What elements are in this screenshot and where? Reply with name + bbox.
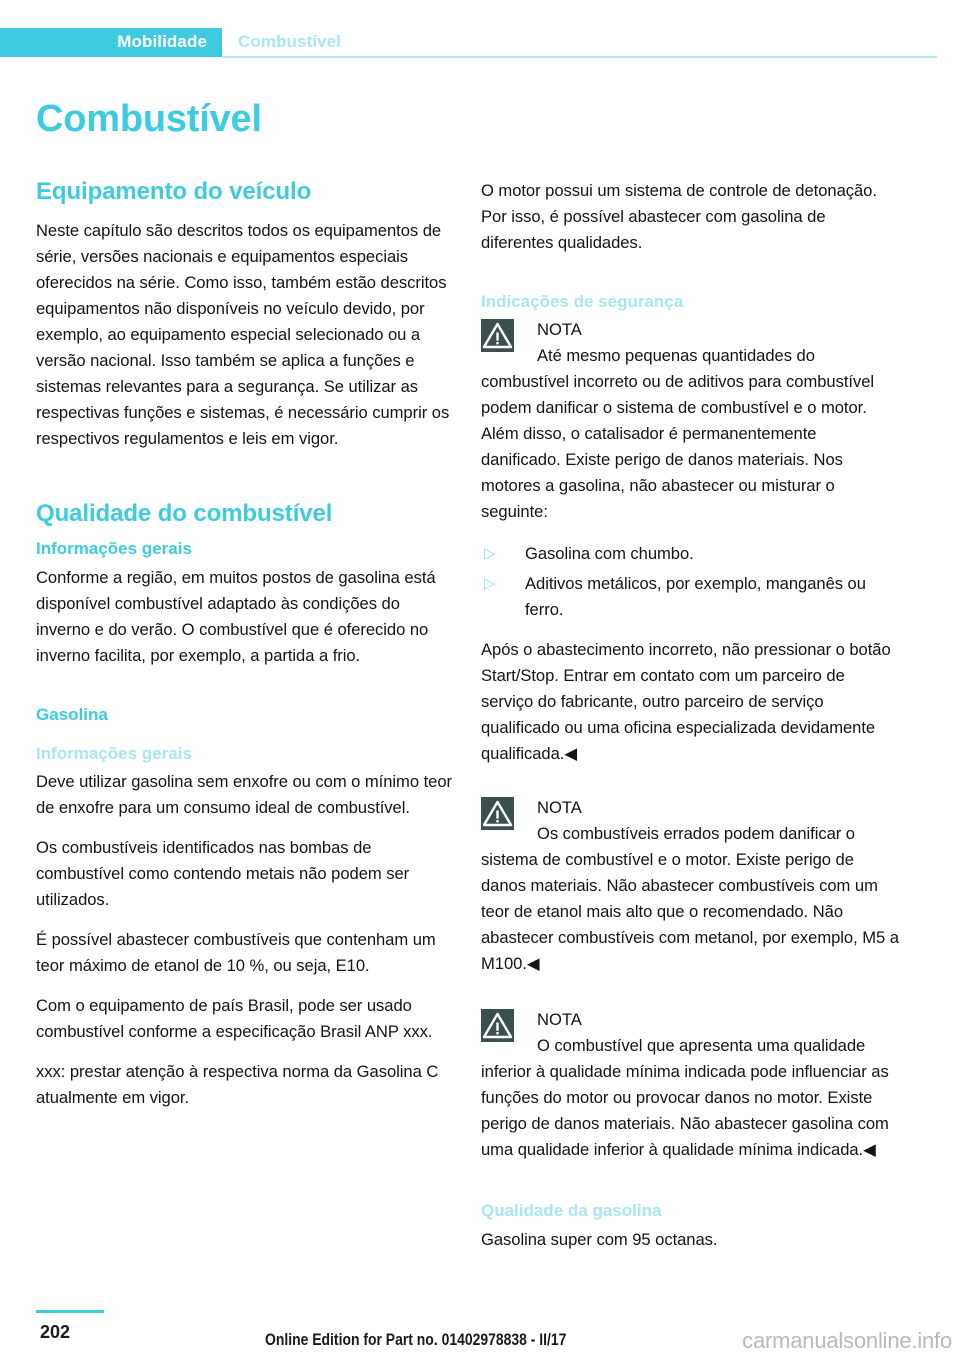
nota-text-3: O combustível que apresenta uma qualidade inferior à qualidade mínima indicada pode influenciar as funções do motor ou provocar danos no motor. Existe perigo de danos materiais. Não abastecer gasolina com uma qualidade inferior à qualidade mínima indicada.◀: [481, 1036, 889, 1160]
running-header-chapter-label: Combustível: [238, 32, 342, 51]
footer-rule: [36, 1310, 104, 1313]
page-number: 202: [40, 1322, 71, 1342]
bullet-list-nao-abastecer: [481, 541, 899, 623]
section-spacer: [36, 730, 454, 744]
list-item: [481, 541, 899, 567]
paragraph-gasolina-2: Os combustíveis identificados nas bombas de combustível como contendo metais não podem ser utilizados.: [36, 838, 410, 910]
section-spacer: [481, 1179, 899, 1201]
triangle-bullet-icon: ▷: [484, 545, 496, 563]
warning-triangle-icon: [481, 1009, 514, 1042]
nota-block-3: [481, 1007, 899, 1163]
nota-text-1: Até mesmo pequenas quantidades do combustível incorreto ou de aditivos para combustível podem danificar o sistema de combustível e o motor. Além disso, o catalisador é permanentemente danificado. Existe perigo de danos materiais. Nos motores a gasolina, não abastecer ou misturar o seguinte:: [481, 346, 875, 522]
section-spacer: [481, 993, 899, 1007]
edition-line: Online Edition for Part no. 01402978838 - II/17: [265, 1330, 567, 1349]
nota-title-1: NOTA: [537, 320, 582, 340]
nota-title-3: NOTA: [537, 1010, 582, 1030]
list-item-label: Aditivos metálicos, por exemplo, manganês ou ferro.: [525, 574, 866, 620]
heading-gasolina: Gasolina: [36, 704, 108, 724]
list-item: [481, 571, 899, 623]
paragraph-apos-abastecimento: Após o abastecimento incorreto, não pressionar o botão Start/Stop. Entrar em contato com um parceiro de serviço do fabricante, outro parceiro de serviço qualificado ou uma oficina especializada devidamente qualificada.◀: [481, 640, 891, 764]
list-item-label: Gasolina com chumbo.: [525, 544, 694, 564]
paragraph-gasolina-5: xxx: prestar atenção à respectiva norma da Gasolina C atualmente em vigor.: [36, 1062, 439, 1108]
left-column: [36, 178, 454, 1111]
nota-title-2: NOTA: [537, 798, 582, 818]
paragraph-gasolina-1: Deve utilizar gasolina sem enxofre ou com o mínimo teor de enxofre para um consumo ideal de combustível.: [36, 772, 452, 818]
section-spacer: [481, 270, 899, 292]
nota-text-2: Os combustíveis errados podem danificar o sistema de combustível e o motor. Existe perigo de danos materiais. Não abastecer combustíveis com um teor de etanol mais alto que o recomendado. Não abastecer combustíveis com metanol, por exemplo, M5 a M100.◀: [481, 824, 899, 974]
heading-informacoes-gerais-gasolina: Informações gerais: [36, 743, 192, 763]
watermark: carmanualsonline.info: [742, 1328, 952, 1353]
nota-block-2: [481, 795, 899, 977]
heading-qualidade-do-combustivel: Qualidade do combustível: [36, 499, 333, 527]
section-spacer: [36, 466, 454, 500]
running-header: [0, 28, 960, 57]
section-spacer: [36, 683, 454, 705]
heading-equipamento-do-veiculo: Equipamento do veículo: [36, 178, 312, 205]
right-column: [481, 178, 899, 1253]
running-header-tab: [0, 28, 222, 57]
nota-block-1: [481, 317, 899, 525]
heading-informacoes-gerais-qualidade: Informações gerais: [36, 539, 192, 559]
heading-qualidade-da-gasolina: Qualidade da gasolina: [481, 1201, 662, 1221]
paragraph-gasolina-4: Com o equipamento de país Brasil, pode ser usado combustível conforme a especificação Brasil ANP xxx.: [36, 996, 433, 1042]
paragraph-qualidade-da-gasolina: Gasolina super com 95 octanas.: [481, 1229, 718, 1249]
triangle-bullet-icon: ▷: [484, 575, 496, 593]
heading-indicacoes-de-seguranca: Indicações de segurança: [481, 292, 684, 311]
paragraph-informacoes-gerais-qualidade: Conforme a região, em muitos postos de gasolina está disponível combustível adaptado às condições do inverno e do verão. O combustível que é oferecido no inverno facilita, por exemplo, a partida a frio.: [36, 567, 436, 665]
paragraph-motor-intro: O motor possui um sistema de controle de detonação. Por isso, é possível abastecer com gasolina de diferentes qualidades.: [481, 181, 877, 252]
running-header-tab-label: Mobilidade: [117, 32, 207, 51]
page-title: Combustível: [36, 98, 262, 140]
running-header-rule: [222, 56, 937, 58]
warning-triangle-icon: [481, 797, 514, 830]
paragraph-equipamento-intro: Neste capítulo são descritos todos os equipamentos de série, versões nacionais e equipamentos especiais oferecidos na série. Como isso, também estão descritos equipamentos não disponíveis no veículo devido, por exemplo, ao equipamento especial selecionado ou a versão nacional. Isso também se aplica a funções e sistemas relevantes para a segurança. Se utilizar as respectivas funções e sistemas, é necessário cumprir os respectivos regulamentos e leis em vigor.: [36, 220, 450, 448]
section-spacer: [481, 781, 899, 795]
paragraph-gasolina-3: É possível abastecer combustíveis que contenham um teor máximo de etanol de 10 %, ou seja, E10.: [36, 930, 436, 976]
warning-triangle-icon: [481, 319, 514, 352]
